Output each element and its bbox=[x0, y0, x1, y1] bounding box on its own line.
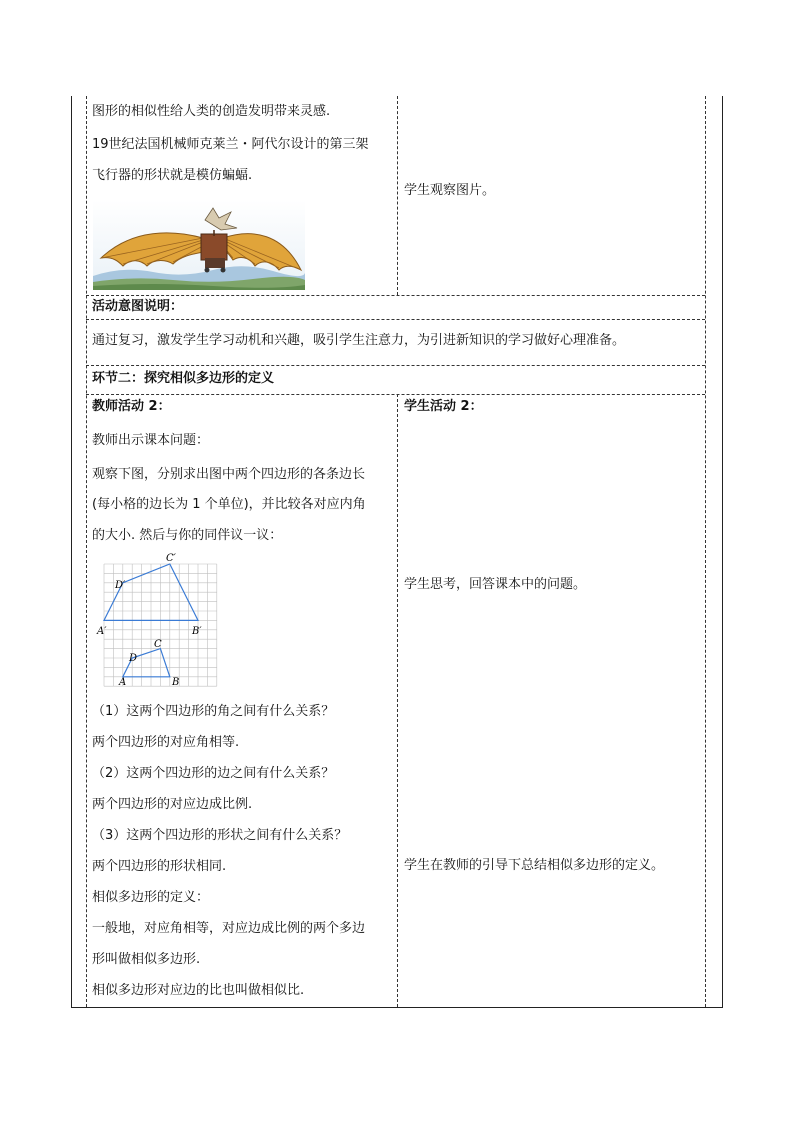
label-d: D bbox=[129, 653, 138, 664]
top-left-line-1: 图形的相似性给人类的创造发明带来灵感. bbox=[92, 104, 331, 119]
teacher-line-2: 观察下图，分别求出图中两个四边形的各条边长 bbox=[92, 467, 366, 482]
column-divider-bottom bbox=[397, 394, 398, 1007]
label-c-prime: C′ bbox=[166, 553, 176, 564]
column-divider-top bbox=[397, 96, 398, 295]
definition-line-1: 一般地，对应角相等，对应边成比例的两个多边 bbox=[92, 921, 366, 936]
student-text-1: 学生思考，回答课本中的问题。 bbox=[404, 577, 587, 592]
table-bottom-border bbox=[71, 1007, 723, 1008]
answer-2: 两个四边形的对应边成比例. bbox=[92, 797, 253, 812]
student-heading: 学生活动 2： bbox=[404, 399, 483, 414]
teacher-line-3: (每小格的边长为 1 个单位)，并比较各对应内角 bbox=[92, 497, 366, 512]
quadrilateral-grid-figure bbox=[96, 550, 226, 692]
label-c: C bbox=[154, 639, 162, 650]
top-left-line-2: 19世纪法国机械师克莱兰・阿代尔设计的第三架 bbox=[92, 137, 369, 152]
definition-heading: 相似多边形的定义： bbox=[92, 890, 210, 905]
row-divider-3 bbox=[86, 365, 705, 366]
intent-text: 通过复习，激发学生学习动机和兴趣，吸引学生注意力，为引进新知识的学习做好心理准备。 bbox=[92, 333, 626, 348]
inner-left-divider bbox=[86, 96, 87, 1007]
definition-line-2: 形叫做相似多边形. bbox=[92, 952, 201, 967]
teacher-line-1: 教师出示课本问题： bbox=[92, 433, 210, 448]
table-right-border bbox=[722, 96, 723, 1007]
student-text-2: 学生在教师的引导下总结相似多边形的定义。 bbox=[404, 858, 665, 873]
row-divider-2 bbox=[86, 319, 705, 320]
question-3: （3）这两个四边形的形状之间有什么关系？ bbox=[92, 828, 348, 843]
top-left-line-3: 飞行器的形状就是模仿蝙蝠. bbox=[92, 168, 253, 183]
teacher-heading: 教师活动 2： bbox=[92, 399, 171, 414]
definition-line-3: 相似多边形对应边的比也叫做相似比. bbox=[92, 983, 305, 998]
label-a-prime: A′ bbox=[97, 626, 107, 637]
intent-heading: 活动意图说明： bbox=[92, 299, 184, 314]
section2-title: 环节二：探究相似多边形的定义 bbox=[92, 371, 275, 386]
answer-1: 两个四边形的对应角相等. bbox=[92, 735, 240, 750]
inner-right-divider bbox=[705, 96, 706, 1007]
top-right-text: 学生观察图片。 bbox=[404, 183, 496, 198]
label-d-prime: D′ bbox=[115, 580, 126, 591]
row-divider-4 bbox=[86, 394, 705, 395]
teacher-line-4: 的大小. 然后与你的同伴议一议： bbox=[92, 528, 283, 543]
table-left-border bbox=[71, 96, 72, 1007]
label-a: A bbox=[119, 677, 127, 688]
question-1: （1）这两个四边形的角之间有什么关系？ bbox=[92, 704, 335, 719]
row-divider-1 bbox=[86, 295, 705, 296]
bat-flying-machine-image bbox=[93, 200, 305, 290]
label-b: B bbox=[172, 677, 180, 688]
answer-3: 两个四边形的形状相同. bbox=[92, 859, 227, 874]
label-b-prime: B′ bbox=[192, 626, 202, 637]
question-2: （2）这两个四边形的边之间有什么关系？ bbox=[92, 766, 335, 781]
